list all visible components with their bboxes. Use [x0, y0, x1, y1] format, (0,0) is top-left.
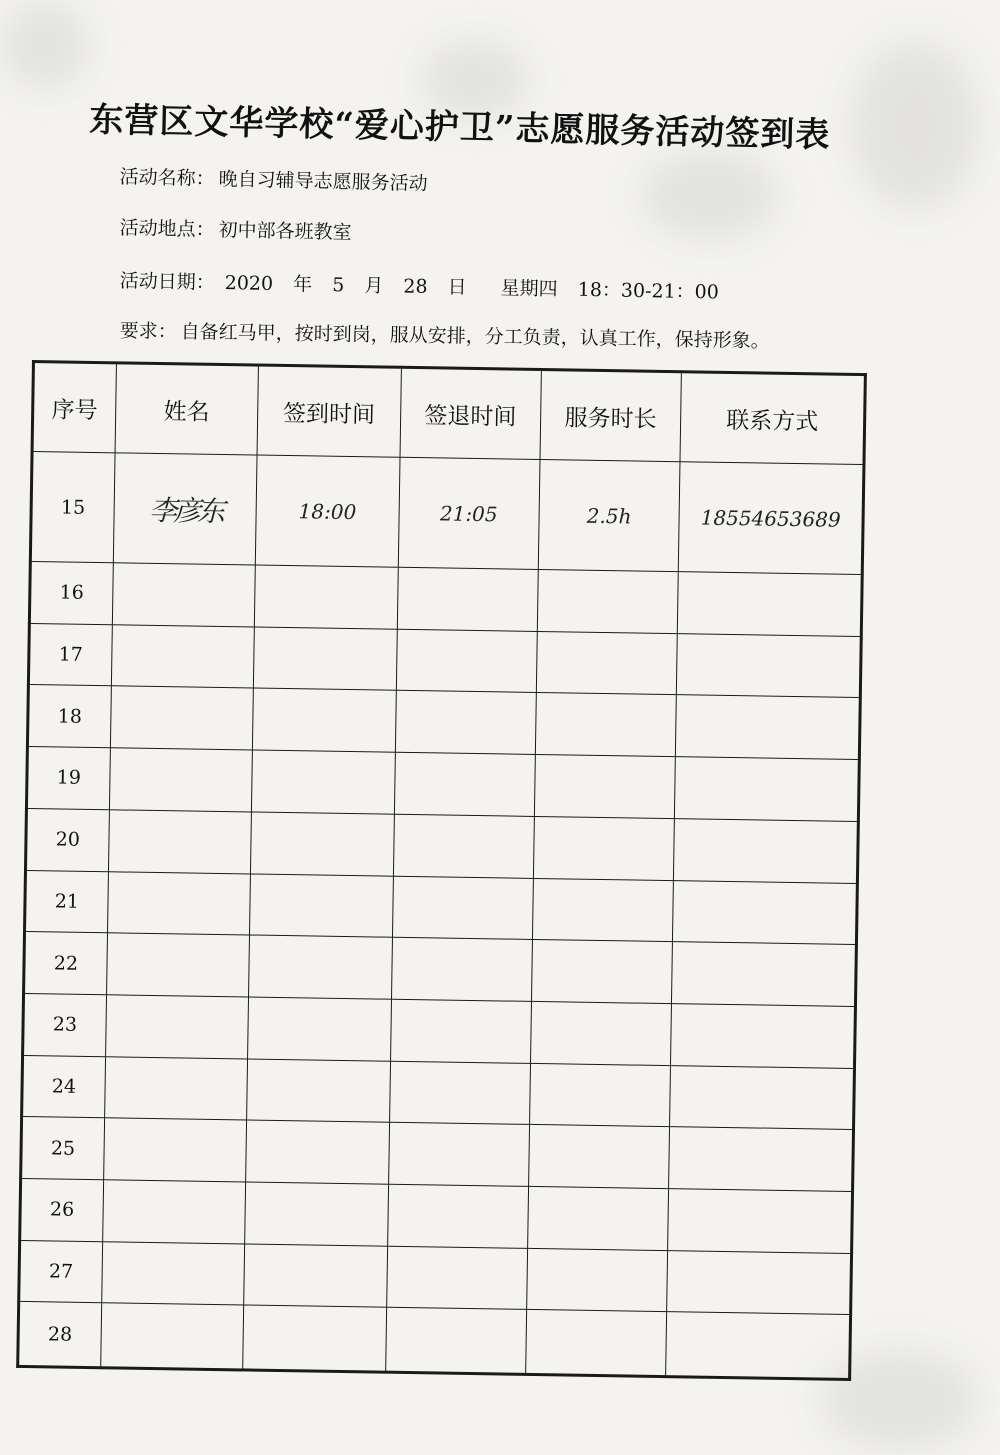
- requirements-value: 自备红马甲，按时到岗，服从安排，分工负责，认真工作，保持形象。: [180, 320, 770, 353]
- row-signin-cell: [246, 1120, 389, 1184]
- row-contact-cell: [671, 1004, 856, 1069]
- row-name-cell: [102, 1180, 245, 1244]
- signin-table-wrap: [16, 360, 867, 1381]
- date-year-unit: 年: [292, 273, 313, 296]
- row-contact-cell: [672, 942, 857, 1007]
- row-index-cell: 24: [22, 1055, 106, 1118]
- row-index-cell: 28: [18, 1302, 102, 1368]
- date-month: 5: [331, 274, 345, 297]
- row-name-cell: [112, 563, 255, 627]
- row-contact-cell: [674, 818, 859, 883]
- row-index-cell: 27: [19, 1240, 103, 1303]
- row-duration-cell: [529, 1063, 670, 1127]
- row-duration-cell: [527, 1186, 668, 1250]
- row-signin-cell: [247, 1059, 390, 1123]
- header-signout-time: 签退时间: [400, 367, 542, 459]
- row-index-cell: 17: [28, 623, 112, 686]
- requirements-line: [120, 316, 770, 353]
- date-weekday: 星期四: [500, 277, 558, 301]
- row-signin-cell: [252, 750, 395, 814]
- row-index-cell: 18: [27, 685, 111, 748]
- row-signin-cell: [248, 997, 391, 1061]
- row-contact-cell: [670, 1065, 855, 1130]
- date-month-unit: 月: [364, 274, 384, 298]
- row-signout-cell: [393, 814, 534, 878]
- row-duration-cell: [526, 1248, 667, 1312]
- row-duration-cell: [537, 569, 678, 633]
- row-signin-cell: [249, 935, 392, 999]
- row-signout-cell: [387, 1184, 528, 1248]
- row-contact-cell: [677, 572, 862, 637]
- row-index-cell: 23: [23, 993, 107, 1056]
- row-duration-cell: [535, 693, 676, 757]
- table-header-row: [32, 362, 865, 465]
- row-signout-cell: [394, 752, 535, 816]
- row-signin-cell: [245, 1182, 388, 1246]
- row-contact-cell: [675, 757, 860, 822]
- date-day-unit: 日: [447, 276, 467, 299]
- header-name: 姓名: [115, 363, 259, 455]
- date-year: 2020: [224, 272, 274, 295]
- date-day: 28: [403, 275, 428, 298]
- row-name-cell: [103, 1118, 246, 1182]
- row-contact-cell: [669, 1127, 854, 1192]
- header-index: 序号: [32, 362, 116, 453]
- row-index-cell: 20: [25, 808, 109, 871]
- row-signout-cell: [389, 1061, 530, 1125]
- row-index-cell: 15: [30, 452, 114, 563]
- row-name-cell: [101, 1241, 244, 1305]
- row-signout-cell: [391, 937, 532, 1001]
- activity-name-line: [119, 162, 428, 196]
- row-name-cell: 李彦东: [113, 453, 257, 565]
- table-row: [18, 1302, 851, 1380]
- row-signout-cell: 21:05: [398, 457, 540, 569]
- row-signin-cell: 18:00: [255, 455, 399, 567]
- row-index-cell: 16: [29, 561, 113, 624]
- row-contact-cell: [667, 1250, 852, 1315]
- row-signout-cell: [392, 876, 533, 940]
- row-duration-cell: [525, 1310, 666, 1377]
- row-index-cell: 26: [20, 1178, 104, 1241]
- paper-stain: [640, 150, 780, 240]
- row-signout-cell: [386, 1246, 527, 1310]
- row-contact-cell: [668, 1189, 853, 1254]
- requirements-label: 要求：: [119, 319, 177, 343]
- row-name-cell: [106, 933, 249, 997]
- signin-table: [16, 360, 867, 1381]
- row-name-cell: [108, 810, 251, 874]
- row-signout-cell: [390, 999, 531, 1063]
- activity-place-line: [119, 213, 352, 245]
- row-name-cell: [107, 871, 250, 935]
- row-name-cell: [100, 1303, 243, 1370]
- row-name-cell: [104, 1056, 247, 1120]
- row-duration-cell: [528, 1125, 669, 1189]
- row-index-cell: 22: [24, 932, 108, 995]
- header-contact: 联系方式: [680, 372, 865, 465]
- row-signout-cell: [388, 1123, 529, 1187]
- activity-date-line: [119, 266, 719, 304]
- row-contact-cell: [666, 1312, 851, 1379]
- row-duration-cell: [531, 940, 672, 1004]
- activity-date-label: 活动日期：: [119, 269, 215, 294]
- row-duration-cell: [530, 1001, 671, 1065]
- row-duration-cell: [533, 816, 674, 880]
- activity-place-value: 初中部各班教室: [218, 219, 352, 244]
- row-name-cell: [110, 686, 253, 750]
- row-name-cell: [111, 624, 254, 688]
- activity-name-value: 晚自习辅导志愿服务活动: [218, 168, 428, 195]
- header-service-duration: 服务时长: [540, 370, 682, 462]
- row-signin-cell: [243, 1305, 386, 1372]
- table-row: [30, 452, 864, 575]
- row-signout-cell: [395, 691, 536, 755]
- row-duration-cell: 2.5h: [538, 459, 680, 571]
- row-duration-cell: [532, 878, 673, 942]
- row-contact-cell: [677, 633, 862, 698]
- row-signin-cell: [254, 627, 397, 691]
- row-duration-cell: [536, 631, 677, 695]
- row-signout-cell: [385, 1308, 526, 1375]
- row-index-cell: 19: [26, 747, 110, 810]
- row-contact-cell: [673, 880, 858, 945]
- row-signin-cell: [254, 565, 397, 629]
- row-contact-cell: [676, 695, 861, 760]
- row-contact-cell: 18554653689: [678, 462, 864, 575]
- row-index-cell: 25: [21, 1117, 105, 1180]
- row-duration-cell: [534, 755, 675, 819]
- header-signin-time: 签到时间: [257, 365, 401, 457]
- row-signout-cell: [397, 567, 538, 631]
- page-title: 东营区文华学校“爱心护卫”志愿服务活动签到表: [88, 99, 831, 156]
- activity-name-label: 活动名称：: [119, 165, 215, 191]
- row-signin-cell: [251, 812, 394, 876]
- activity-place-label: 活动地点：: [119, 216, 215, 241]
- row-index-cell: 21: [25, 870, 109, 933]
- paper-stain: [0, 0, 90, 90]
- date-time-range: 18：30-21：00: [577, 278, 720, 304]
- row-signout-cell: [396, 629, 537, 693]
- row-signin-cell: [250, 874, 393, 938]
- row-name-cell: [109, 748, 252, 812]
- row-signin-cell: [253, 688, 396, 752]
- row-name-cell: [105, 995, 248, 1059]
- row-signin-cell: [244, 1244, 387, 1308]
